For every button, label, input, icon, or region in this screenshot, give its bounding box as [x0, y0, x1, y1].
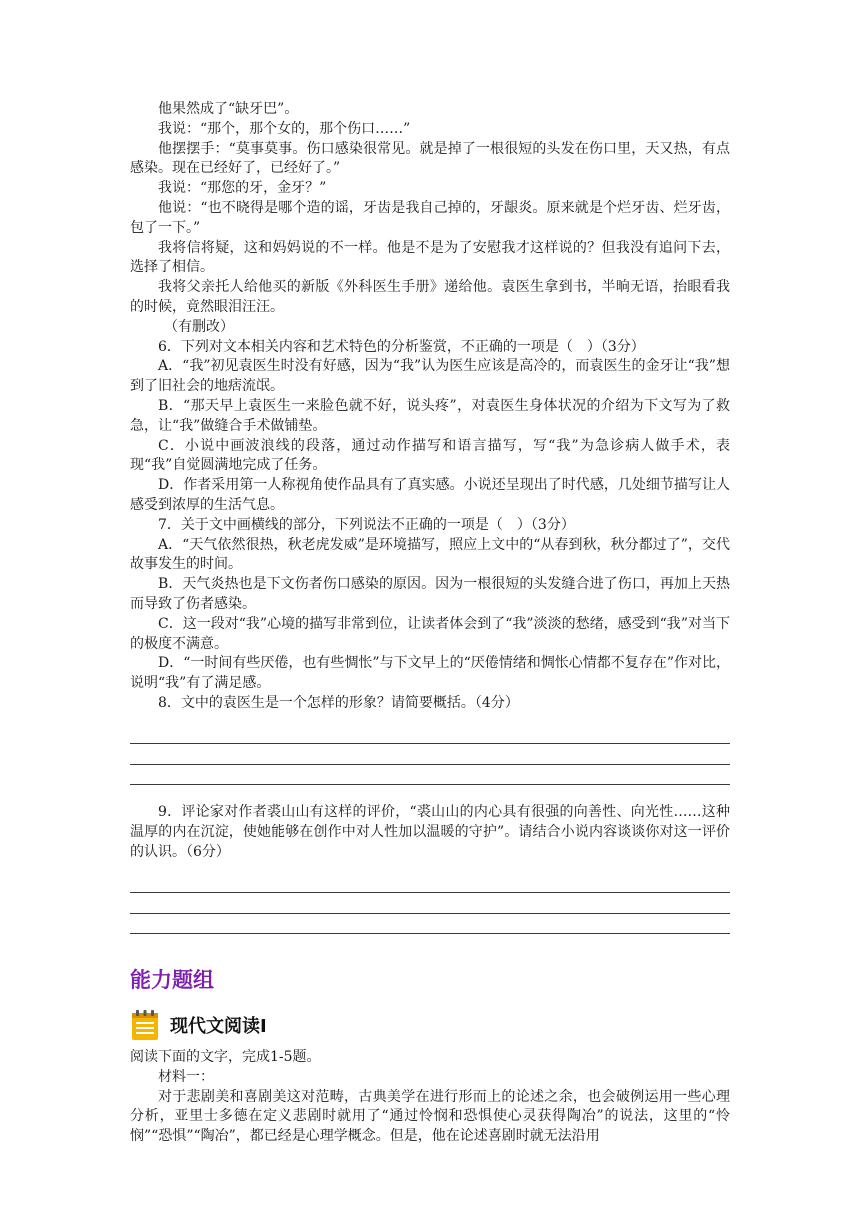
material-paragraph: 对于悲剧美和喜剧美这对范畴，古典美学在进行形而上的论述之余，也会破例运用一些心理分析，亚里士多德在定义悲剧时就用了“通过怜悯和恐惧使心灵获得陶冶”的说法，这里的“怜悯”“恐惧”“陶冶”，都已经是心理学概念。但是，他在论述喜剧时就无法沿用 [130, 1088, 730, 1145]
story-paragraph: 我说：“那您的牙，金牙？” [158, 180, 327, 197]
answer-line [130, 765, 730, 786]
notebook-icon [130, 1009, 160, 1041]
story-paragraph: 他摆摆手：“莫事莫事。伤口感染很常见。就是掉了一根很短的头发在伤口里，天又热，有点感染。现在已经好了，已经好了。” [130, 140, 730, 177]
story-paragraph: 我说：“那个，那个女的，那个伤口……” [158, 120, 411, 137]
story-paragraph: 我将父亲托人给他买的新版《外科医生手册》递给他。袁医生拿到书，半晌无语，抬眼看我的时候，竟然眼泪汪汪。 [130, 279, 730, 315]
question-6-option-a: A．“我”初见袁医生时没有好感，因为“我”认为医生应该是高冷的，而袁医生的金牙让“我”想到了旧社会的地痞流氓。 [130, 358, 730, 395]
subsection-title: 现代文阅读Ⅰ [170, 1016, 267, 1038]
question-7-option-b: B．天气炎热也是下文伤者伤口感染的原因。因为一根很短的头发缝合进了伤口，再加上天热而导致了伤者感染。 [130, 576, 730, 612]
answer-line [130, 914, 730, 935]
question-7-option-a: A．“天气依然很热，秋老虎发威”是环境描写，照应上文中的“从春到秋，秋分都过了”，交代故事发生的时间。 [130, 536, 730, 573]
subsection-header [130, 1008, 730, 1042]
question-7-option-d: D．“一时间有些厌倦，也有些惆怅”与下文早上的“厌倦情绪和惆怅心情都不复存在”作对比，说明“我”有了满足感。 [130, 655, 730, 692]
material-label: 材料一： [158, 1068, 214, 1085]
page-content [130, 100, 730, 1147]
question-9-answer-area[interactable] [130, 873, 730, 935]
answer-line [130, 724, 730, 745]
reading-instruction: 阅读下面的文字，完成1-5题。 [130, 1049, 321, 1066]
question-9-stem: 9．评论家对作者裘山山有这样的评价，“裘山山的内心具有很强的向善性、向光性……这种温厚的内在沉淀，使她能够在创作中对人性加以温暖的守护”。请结合小说内容谈谈你对这一评价的认识。（6分） [130, 804, 730, 860]
question-6-option-c: C．小说中画波浪线的段落，通过动作描写和语言描写，写“我”为急诊病人做手术，表现“我”自觉圆满地完成了任务。 [130, 437, 730, 474]
source-note: （有删改） [164, 318, 234, 335]
answer-line [130, 873, 730, 894]
question-6-stem: 6．下列对文本相关内容和艺术特色的分析鉴赏，不正确的一项是（ ）（3分） [158, 338, 645, 355]
question-8-answer-area[interactable] [130, 724, 730, 786]
story-paragraph: 我将信将疑，这和妈妈说的不一样。他是不是为了安慰我才这样说的？但我没有追问下去，选择了相信。 [130, 239, 730, 276]
story-paragraph: 他说：“也不晓得是哪个造的谣，牙齿是我自己掉的，牙龈炎。原来就是个烂牙齿、烂牙齿，包了一下。” [130, 199, 730, 236]
answer-line [130, 744, 730, 765]
question-7-stem: 7．关于文中画横线的部分，下列说法不正确的一项是（ ）（3分） [158, 516, 575, 533]
section-title: 能力题组 [130, 968, 214, 993]
answer-line [130, 893, 730, 914]
question-6-option-d: D．作者采用第一人称视角使作品具有了真实感。小说还呈现出了时代感，几处细节描写让人感受到浓厚的生活气息。 [130, 477, 730, 513]
story-paragraph: 他果然成了“缺牙巴”。 [158, 101, 299, 117]
question-6-option-b: B．“那天早上袁医生一来脸色就不好，说头疼”，对袁医生身体状况的介绍为下文写为了救急，让“我”做缝合手术做铺垫。 [130, 397, 730, 434]
question-8-stem: 8．文中的袁医生是一个怎样的形象？请简要概括。（4分） [158, 694, 519, 711]
question-7-option-c: C．这一段对“我”心境的描写非常到位，让读者体会到了“我”淡淡的愁绪，感受到“我”对当下的极度不满意。 [130, 615, 730, 652]
